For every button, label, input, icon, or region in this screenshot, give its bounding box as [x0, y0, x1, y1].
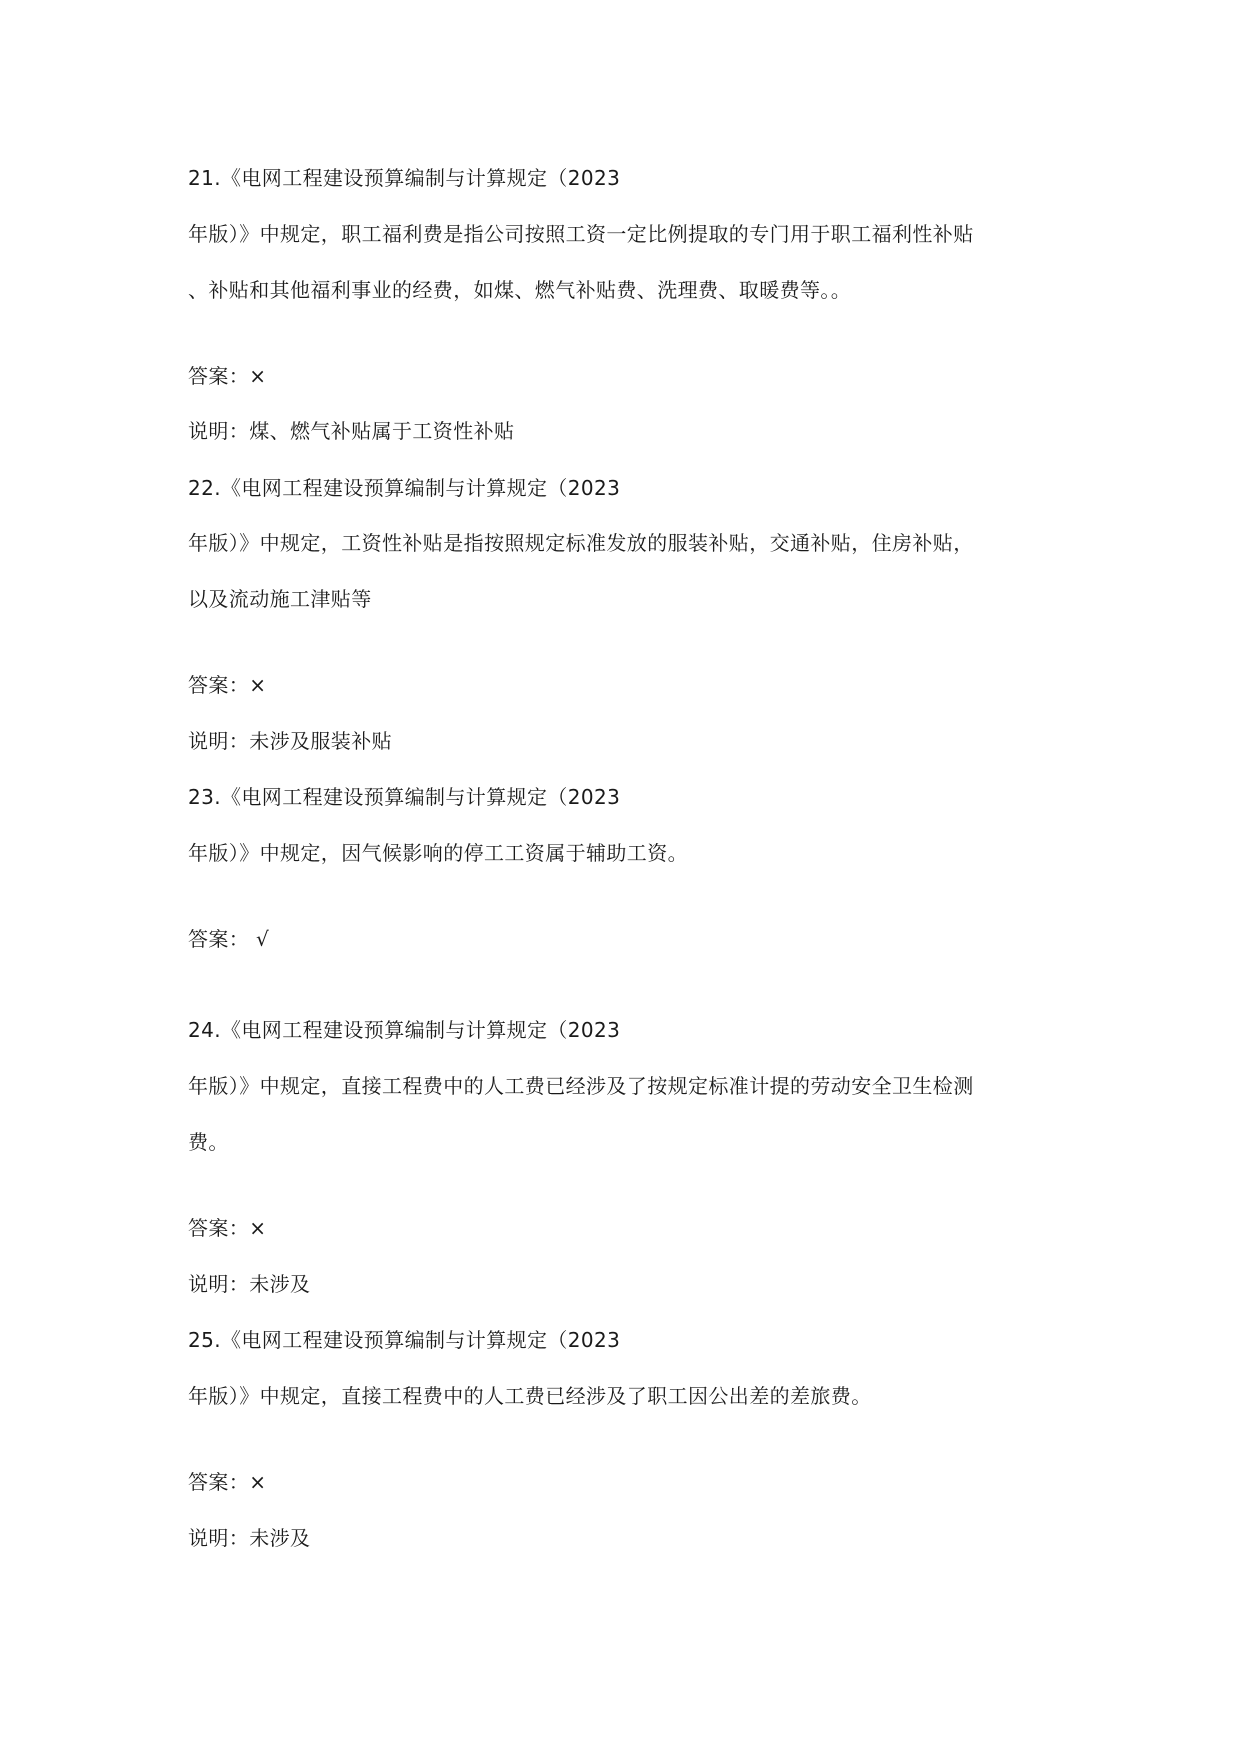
question-24-heading: 24.《电网工程建设预算编制与计算规定（2023 [188, 1018, 621, 1042]
question-24-text-line-1: 年版）》中规定，直接工程费中的人工费已经涉及了按规定标准计提的劳动安全卫生检测 [188, 1074, 974, 1098]
question-21-text-line-2: 、补贴和其他福利事业的经费，如煤、燃气补贴费、洗理费、取暖费等。。 [188, 278, 852, 302]
question-21-heading: 21.《电网工程建设预算编制与计算规定（2023 [188, 166, 621, 190]
question-24-answer: 答案：× [188, 1216, 267, 1240]
question-22-heading: 22.《电网工程建设预算编制与计算规定（2023 [188, 476, 621, 500]
question-21-answer: 答案：× [188, 364, 267, 388]
question-22-text-line-2: 以及流动施工津贴等 [188, 587, 372, 611]
question-25-explanation: 说明：未涉及 [188, 1526, 311, 1550]
question-23-answer: 答案： √ [188, 927, 270, 951]
question-24-explanation: 说明：未涉及 [188, 1272, 311, 1296]
question-23-heading: 23.《电网工程建设预算编制与计算规定（2023 [188, 785, 621, 809]
question-21-explanation: 说明：煤、燃气补贴属于工资性补贴 [188, 419, 515, 443]
question-21-text-line-1: 年版）》中规定，职工福利费是指公司按照工资一定比例提取的专门用于职工福利性补贴 [188, 222, 974, 246]
question-22-text-line-1: 年版）》中规定，工资性补贴是指按照规定标准发放的服装补贴，交通补贴，住房补贴， [188, 531, 974, 555]
question-23-text-line-1: 年版）》中规定，因气候影响的停工工资属于辅助工资。 [188, 841, 688, 865]
question-25-answer: 答案：× [188, 1470, 267, 1494]
question-22-explanation: 说明：未涉及服装补贴 [188, 729, 392, 753]
question-24-text-line-2: 费。 [188, 1130, 229, 1154]
question-25-text-line-1: 年版）》中规定，直接工程费中的人工费已经涉及了职工因公出差的差旅费。 [188, 1384, 872, 1408]
question-22-answer: 答案：× [188, 673, 267, 697]
question-25-heading: 25.《电网工程建设预算编制与计算规定（2023 [188, 1328, 621, 1352]
